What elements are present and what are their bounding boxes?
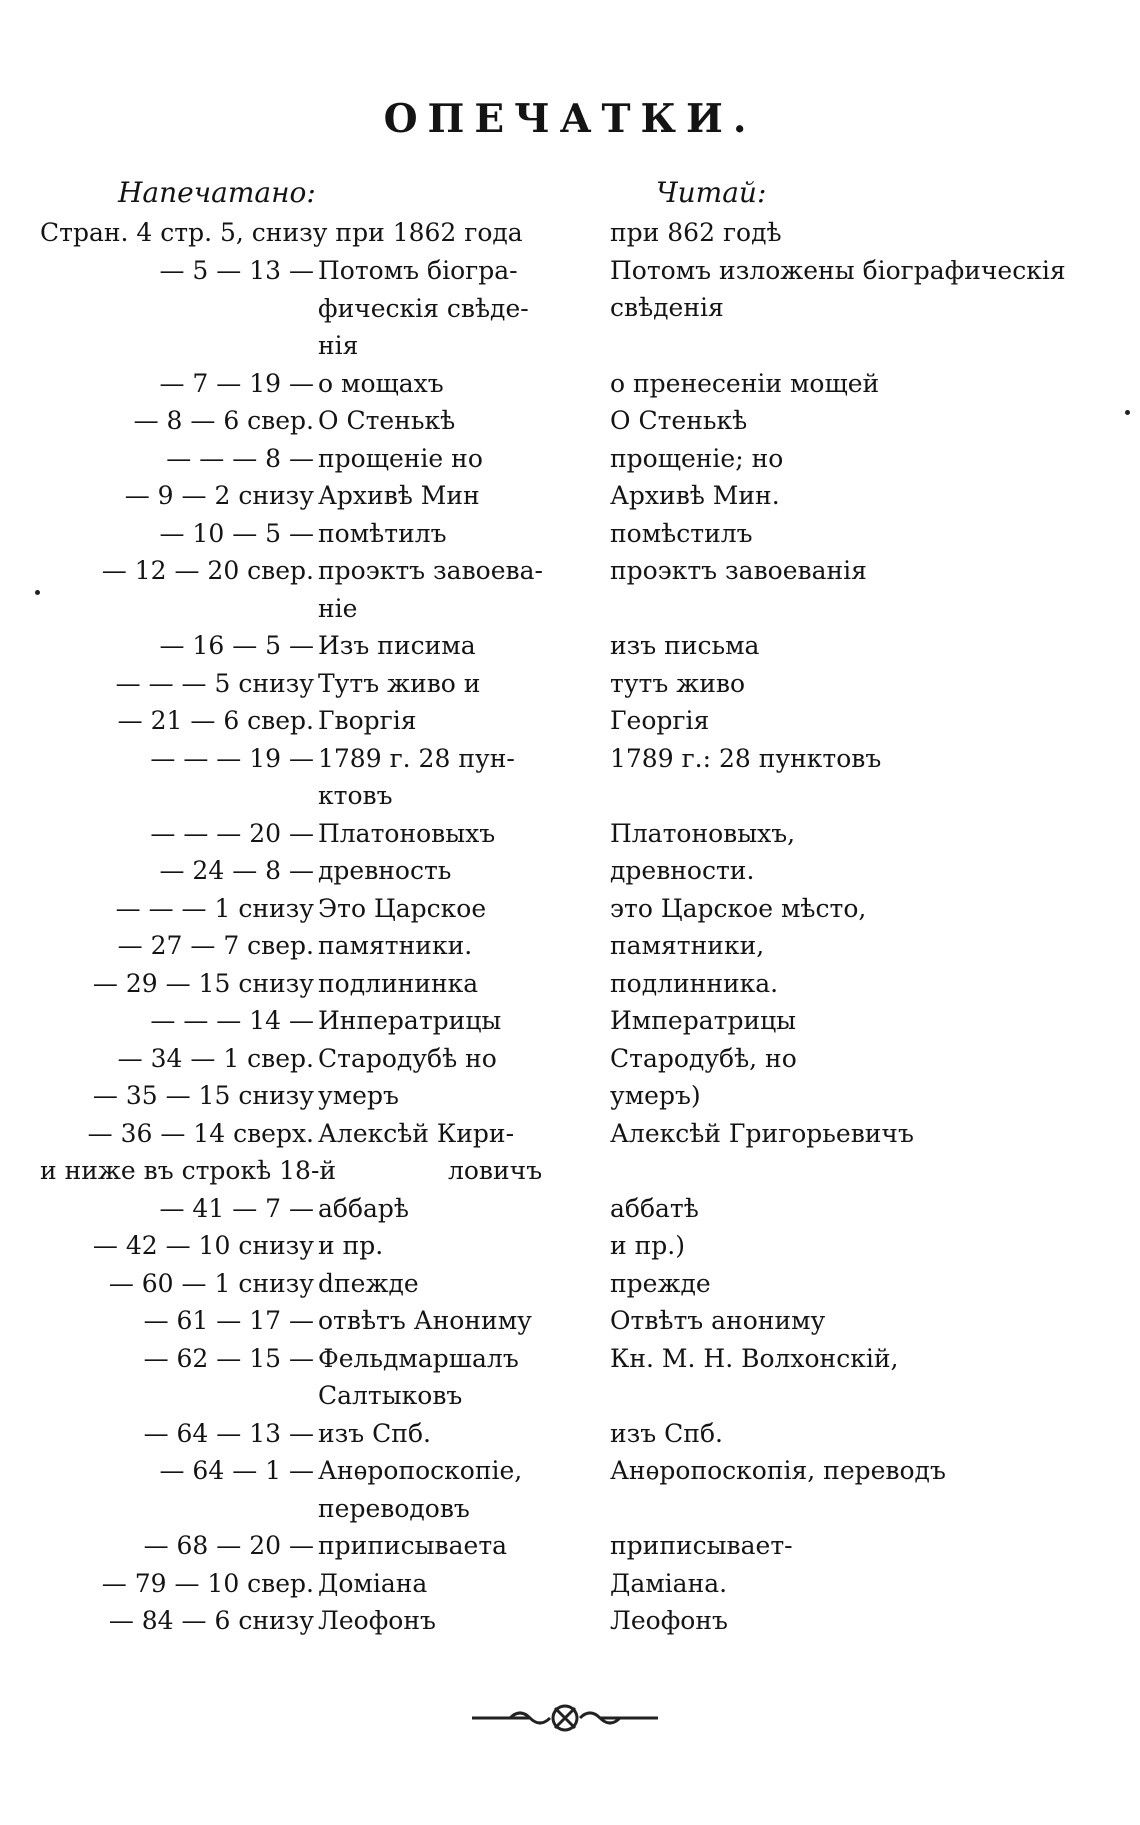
errata-printed: изъ Спб. (318, 1418, 431, 1448)
errata-read: изъ письма (610, 631, 760, 660)
errata-printed: Тутъ живо и (318, 668, 481, 698)
errata-printed: ктовъ (318, 781, 393, 810)
errata-printed: прощеніе но (318, 443, 483, 473)
errata-location: — — — 14 — (150, 1006, 314, 1035)
errata-read: это Царское мѣсто, (610, 893, 867, 923)
errata-printed: о мощахъ (318, 368, 444, 398)
errata-read: древности. (610, 856, 755, 885)
errata-location: — 12 — 20 свер. (101, 556, 314, 585)
errata-read: Императрицы (610, 1006, 797, 1035)
errata-location: — 64 — 1 — (159, 1456, 314, 1485)
errata-read: Архивѣ Мин. (610, 481, 780, 510)
errata-read: Анѳропоскопія, переводъ (610, 1456, 946, 1485)
errata-printed: Архивѣ Мин (318, 481, 480, 510)
errata-location: — — — 1 снизу (115, 893, 314, 923)
errata-read: проэктъ завоеванія (610, 556, 867, 585)
errata-location: — 35 — 15 снизу (92, 1081, 314, 1110)
errata-printed: Доміана (318, 1568, 428, 1598)
errata-location: — 16 — 5 — (159, 631, 314, 660)
errata-printed: переводовъ (318, 1493, 470, 1523)
header-read: Читай: (656, 176, 767, 209)
errata-printed: Это Царское (318, 893, 487, 923)
errata-printed: памятники. (318, 931, 473, 960)
errata-note-left: и ниже въ строкѣ 18-й (40, 1156, 337, 1185)
errata-location: — — — 8 — (166, 443, 314, 473)
errata-printed: Платоновыхъ (318, 818, 496, 848)
errata-read: помѣстилъ (610, 518, 753, 548)
errata-printed: Алексѣй Кири- (318, 1118, 515, 1148)
errata-printed: древность (318, 856, 452, 885)
errata-printed: нія (318, 331, 359, 360)
errata-location: — 64 — 13 — (143, 1418, 314, 1448)
errata-read: Леофонъ (610, 1606, 728, 1635)
errata-printed: Леофонъ (318, 1606, 436, 1635)
errata-printed: dпежде (318, 1268, 419, 1298)
errata-printed: ніе (318, 593, 358, 623)
errata-read: о пренесеніи мощей (610, 368, 880, 398)
errata-read: Потомъ изложены біографическія (610, 256, 1066, 285)
errata-location: — 21 — 6 свер. (117, 706, 314, 735)
header-printed: Напечатано: (118, 176, 316, 209)
errata-printed: Потомъ біогра- (318, 256, 518, 285)
errata-location: — — — 5 снизу (115, 668, 314, 698)
errata-location: — 42 — 10 снизу (92, 1231, 314, 1260)
errata-location: — 41 — 7 — (159, 1193, 314, 1223)
first-row-printed: Стран. 4 стр. 5, снизу при 1862 года (40, 218, 523, 247)
errata-read: Платоновыхъ, (610, 818, 796, 848)
errata-location: — 68 — 20 — (143, 1531, 314, 1560)
first-row-read: при 862 годѣ (610, 218, 782, 247)
errata-printed: О Стенькѣ (318, 406, 456, 435)
errata-note-right: ловичъ (448, 1156, 543, 1185)
errata-location: — 24 — 8 — (159, 856, 314, 885)
errata-read: свѣденія (610, 293, 724, 322)
errata-read: тутъ живо (610, 668, 746, 698)
errata-location: — 8 — 6 свер. (133, 406, 314, 435)
errata-printed: и пр. (318, 1231, 384, 1260)
errata-read: Стародубѣ, но (610, 1043, 797, 1073)
errata-read: Кн. М. Н. Волхонскій, (610, 1343, 899, 1373)
errata-printed: Гворгія (318, 706, 417, 735)
errata-printed: аббарѣ (318, 1193, 409, 1223)
errata-read: приписывает- (610, 1531, 793, 1560)
errata-location: — 60 — 1 снизу (108, 1268, 314, 1298)
errata-read: подлинника. (610, 968, 779, 998)
errata-read: 1789 г.: 28 пунктовъ (610, 743, 882, 773)
errata-printed: помѣтилъ (318, 518, 447, 548)
errata-location: — 84 — 6 снизу (108, 1606, 314, 1635)
errata-printed: проэктъ завоева- (318, 556, 543, 585)
errata-read: прощеніе; но (610, 443, 784, 473)
errata-read: Даміана. (610, 1568, 728, 1598)
page-title: ОПЕЧАТКИ. (383, 96, 757, 142)
errata-location: — 9 — 2 снизу (124, 481, 314, 510)
stray-mark (1125, 410, 1130, 415)
errata-location: — 79 — 10 свер. (101, 1568, 314, 1598)
stray-mark (35, 590, 40, 595)
errata-read: памятники, (610, 931, 765, 960)
errata-location: — — — 20 — (150, 818, 314, 848)
errata-location: — 10 — 5 — (159, 518, 314, 548)
errata-read: умеръ) (610, 1081, 701, 1110)
errata-read: О Стенькѣ (610, 406, 748, 435)
errata-location: — 36 — 14 сверх. (87, 1118, 314, 1148)
errata-location: — 62 — 15 — (143, 1343, 314, 1373)
ornament-divider-icon (470, 1700, 660, 1736)
errata-read: изъ Спб. (610, 1418, 723, 1448)
errata-printed: 1789 г. 28 пун- (318, 743, 515, 773)
errata-read: Алексѣй Григорьевичъ (610, 1118, 914, 1148)
errata-read: Георгія (610, 706, 710, 735)
errata-location: — 7 — 19 — (159, 368, 314, 398)
errata-read: Отвѣтъ анониму (610, 1306, 826, 1335)
errata-read: прежде (610, 1268, 711, 1298)
errata-printed: отвѣтъ Анониму (318, 1306, 532, 1335)
errata-read: и пр.) (610, 1231, 685, 1260)
errata-location: — — — 19 — (150, 743, 314, 773)
errata-printed: фическія свѣде- (318, 293, 529, 323)
errata-read: аббатѣ (610, 1193, 699, 1223)
errata-printed: Анѳропоскопіе, (318, 1456, 523, 1485)
errata-printed: Стародубѣ но (318, 1043, 497, 1073)
errata-printed: Фельдмаршалъ (318, 1343, 519, 1373)
errata-printed: Инператрицы (318, 1006, 502, 1035)
errata-location: — 34 — 1 свер. (117, 1043, 314, 1073)
errata-location: — 29 — 15 снизу (92, 968, 314, 998)
errata-printed: подлининка (318, 968, 479, 998)
errata-printed: Салтыковъ (318, 1381, 463, 1410)
errata-printed: Изъ писима (318, 631, 476, 660)
errata-location: — 61 — 17 — (143, 1306, 314, 1335)
errata-location: — 5 — 13 — (159, 256, 314, 285)
errata-printed: умеръ (318, 1081, 399, 1110)
errata-printed: приписываета (318, 1531, 508, 1560)
errata-location: — 27 — 7 свер. (117, 931, 314, 960)
